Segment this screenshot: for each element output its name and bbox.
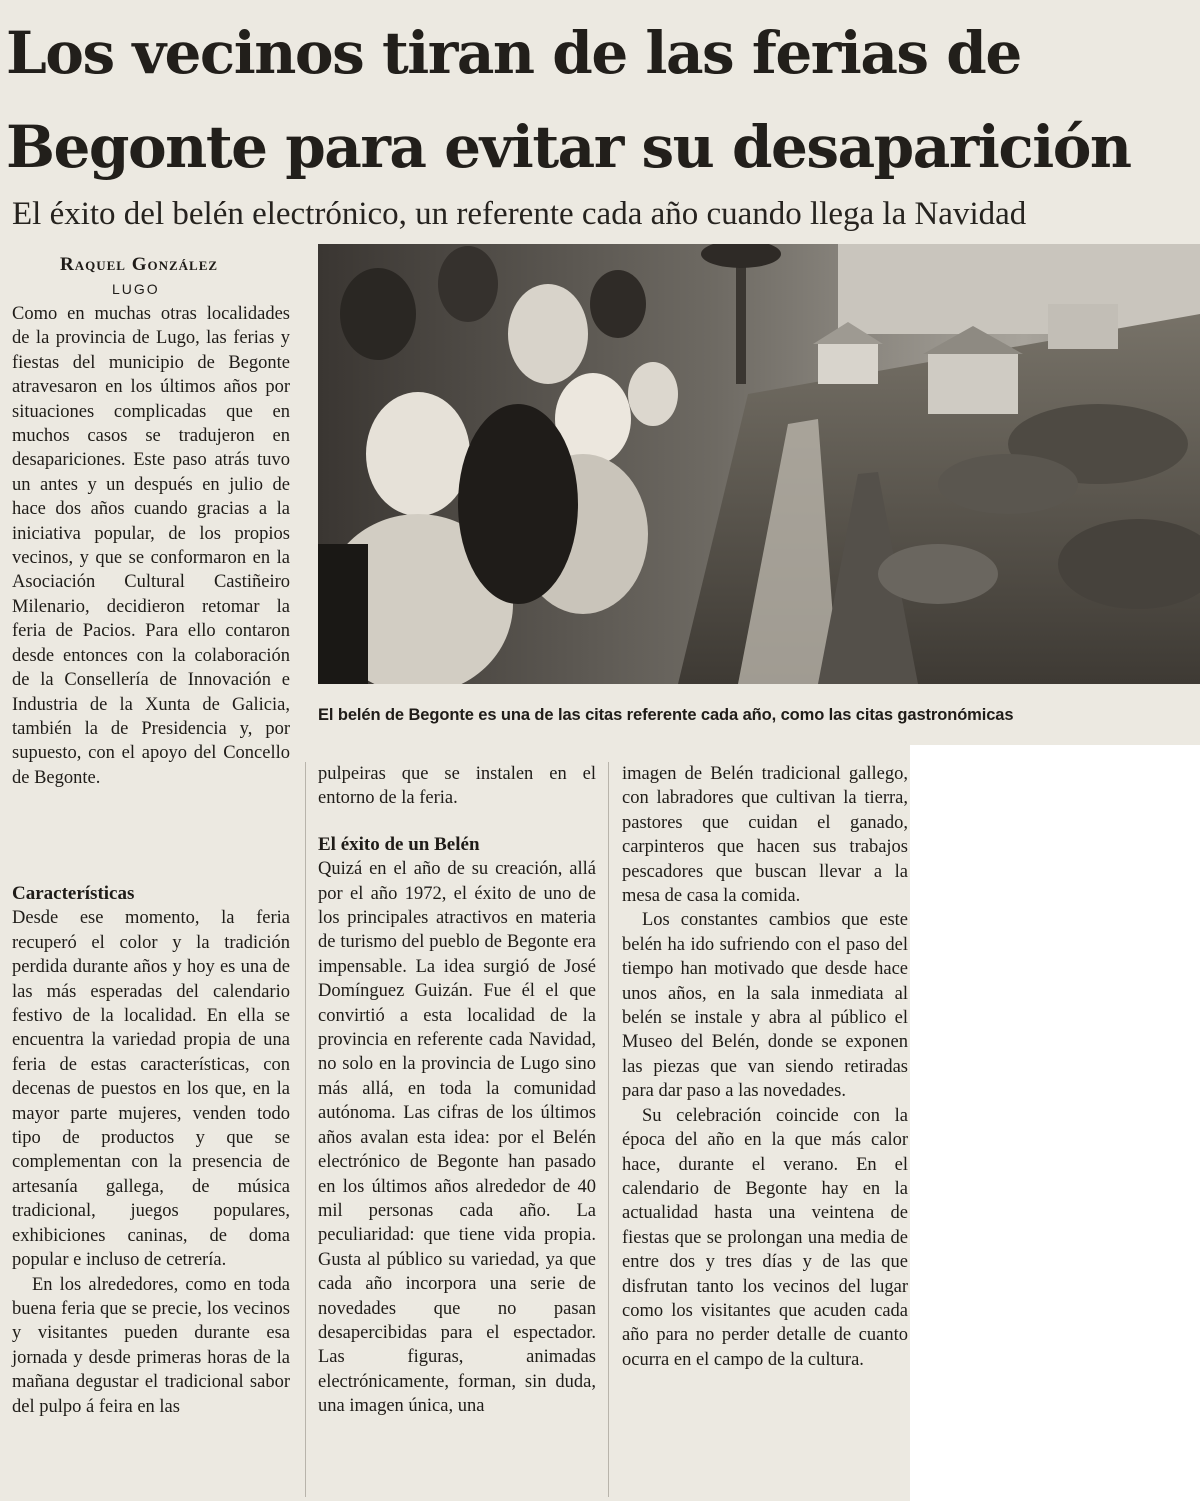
paragraph: Su celebración coincide con la época del año en la que más calor hace, durante el verano. En el calendario de Begonte hay en la actualidad hasta una veintena de fiestas que se prolongan una media de entre dos y tres días y de las que disfrutan tanto los vecinos del lugar como los visitantes que acuden cada año para no perder detalle de cuanto ocurra en el campo de la cultura. bbox=[622, 1105, 908, 1370]
section-heading-exito-belen: El éxito de un Belén bbox=[318, 833, 480, 855]
byline-place: LUGO bbox=[112, 281, 160, 297]
headline-line-1: Los vecinos tiran de las ferias de bbox=[6, 19, 1021, 87]
blank-area bbox=[910, 745, 1200, 1501]
paragraph: Quizá en el año de su creación, allá por el año 1972, el éxito de uno de los principales atractivos en materia de turismo del pueblo de Begonte era impensable. La idea surgió de José Domínguez Guizán. Fue él el que convirtió a esta localidad de la provincia en referente cada Navidad, no solo en la provincia de Lugo sino más allá, en toda la comunidad autónoma. Las cifras de los últimos años avalan esta idea: por el Belén electrónico de Begonte han pasado en los últimos años alrededor de 40 mil personas cada año. La peculiaridad: que tiene vida propia. Gusta al público su variedad, ya que cada año incorpora una serie de novedades que no pasan desapercibidas para el espectador. Las figuras, animadas electrónicamente, forman, sin duda, una imagen única, una bbox=[318, 859, 596, 1417]
column-2 bbox=[318, 762, 596, 1419]
nativity-scene-photo bbox=[318, 244, 1200, 684]
photo-caption: El belén de Begonte es una de las citas referente cada año, como las citas gastronómicas bbox=[318, 706, 1014, 724]
byline-author: Raquel González bbox=[60, 254, 219, 275]
paragraph: Como en muchas otras localidades de la provincia de Lugo, las ferias y fiestas del municipio de Begonte atravesaron en los últimos años por situaciones complicadas que en muchos casos se tradujeron en desapariciones. Este paso atrás tuvo un antes y un después en julio de hace dos años cuando gracias a la iniciativa popular, de los propios vecinos, y que se conformaron en la Asociación Cultural Castiñeiro Milenario, decidieron retomar la feria de Pacios. Para ello contaron desde entonces con la colaboración de la Consellería de Innovación e Industria de la Xunta de Galicia, también la de Presidencia y, por supuesto, con el apoyo del Concello de Begonte. bbox=[12, 304, 290, 788]
column-rule bbox=[305, 762, 306, 1497]
subheadline: El éxito del belén electrónico, un referente cada año cuando llega la Navidad bbox=[12, 196, 1027, 232]
paragraph-continued: pulpeiras que se instalen en el entorno de la feria. bbox=[318, 764, 596, 809]
headline bbox=[6, 6, 1194, 194]
paragraph: En los alrededores, como en toda buena feria que se precie, los vecinos y visitantes pueden durante esa jornada y desde primeras horas de la mañana degustar el tradicional sabor del pulpo á feira en las bbox=[12, 1274, 290, 1417]
headline-line-2: Begonte para evitar su desaparición bbox=[6, 113, 1131, 181]
paragraph-continued: imagen de Belén tradicional gallego, con labradores que cultivan la tierra, pastores que cuidan el ganado, carpinteros que hacen sus trabajos pescadores que buscan llevar a la mesa de casa la comida. bbox=[622, 764, 908, 907]
column-3 bbox=[622, 762, 908, 1372]
section-heading-caracteristicas: Características bbox=[12, 883, 135, 904]
paragraph: Los constantes cambios que este belén ha ido sufriendo con el paso del tiempo han motivado que desde hace unos años, en la sala inmediata al belén se instale y abra al público el Museo del Belén, donde se exponen las piezas que van siendo retiradas para dar paso a las novedades. bbox=[622, 910, 908, 1102]
paragraph: Desde ese momento, la feria recuperó el color y la tradición perdida durante años y hoy es una de las más esperadas del calendario festivo de la localidad. En ella se encuentra la variedad propia de una feria de estas características, con decenas de puestos en los que, en la mayor parte mujeres, venden todo tipo de productos y que se complementan con la presencia de artesanía gallega, de música tradicional, juegos populares, exhibiciones caninas, de doma popular e incluso de cetrería. bbox=[12, 908, 290, 1271]
column-1-continued bbox=[12, 882, 290, 1419]
column-1 bbox=[12, 302, 290, 790]
column-rule bbox=[608, 762, 609, 1497]
